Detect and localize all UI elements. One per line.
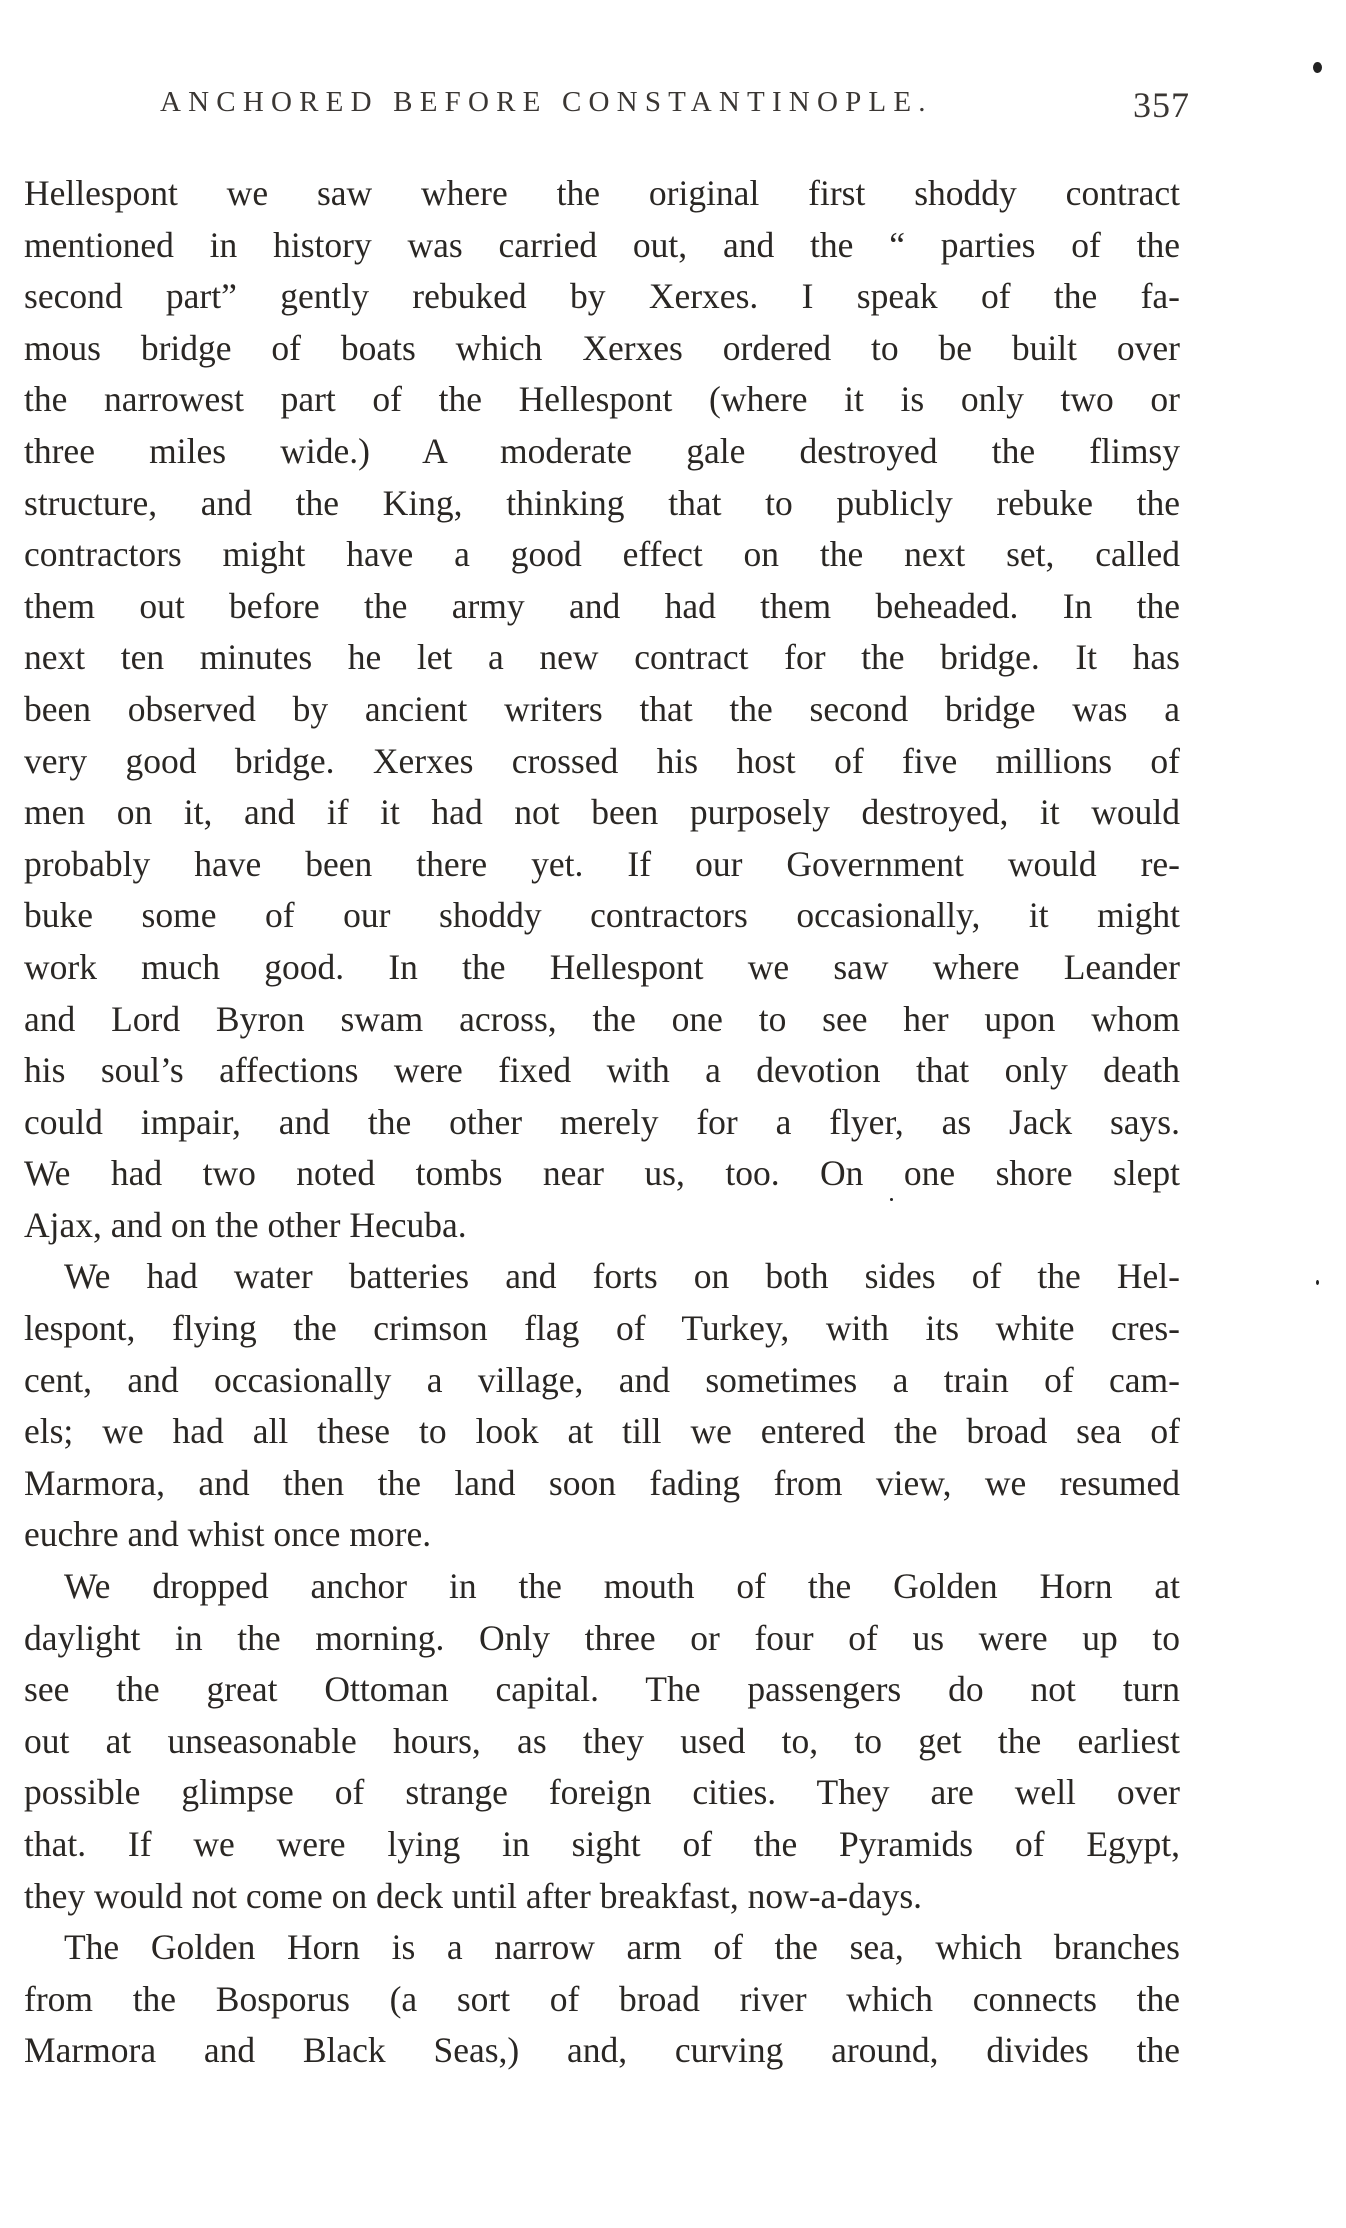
page-header	[160, 86, 1190, 130]
ink-speck	[1316, 1280, 1319, 1285]
text-line: next ten minutes he let a new contract for the bridge. It has	[24, 637, 1180, 678]
text-line: the narrowest part of the Hellespont (where it is only two or	[24, 379, 1180, 420]
paragraph-start-line: We had water batteries and forts on both sides of the Hel-	[64, 1256, 1180, 1297]
text-line: daylight in the morning. Only three or four of us were up to	[24, 1617, 1180, 1658]
text-line: contractors might have a good effect on the next set, called	[24, 534, 1180, 575]
text-line: mous bridge of boats which Xerxes ordered to be built over	[24, 327, 1180, 368]
paragraph-end-line: euchre and whist once more.	[24, 1514, 432, 1555]
text-line: buke some of our shoddy contractors occasionally, it might	[24, 895, 1180, 936]
paragraph-start-line: We dropped anchor in the mouth of the Golden Horn at	[64, 1566, 1180, 1607]
text-line: second part” gently rebuked by Xerxes. I speak of the fa-	[24, 276, 1180, 317]
body-text	[24, 168, 1180, 2077]
text-line: been observed by ancient writers that the second bridge was a	[24, 688, 1180, 729]
paragraph-start-line: The Golden Horn is a narrow arm of the sea, which branches	[64, 1927, 1180, 1968]
text-line: els; we had all these to look at till we entered the broad sea of	[24, 1411, 1180, 1452]
text-line: probably have been there yet. If our Government would re-	[24, 843, 1180, 884]
text-line: could impair, and the other merely for a flyer, as Jack says.	[24, 1101, 1180, 1142]
text-line: out at unseasonable hours, as they used to, to get the earliest	[24, 1720, 1180, 1761]
text-line: lespont, flying the crimson flag of Turkey, with its white cres-	[24, 1308, 1180, 1349]
text-line: very good bridge. Xerxes crossed his host of five millions of	[24, 740, 1180, 781]
paragraph-end-line: Ajax, and on the other Hecuba.	[24, 1204, 467, 1245]
text-line: structure, and the King, thinking that to publicly rebuke the	[24, 482, 1180, 523]
text-line: Hellespont we saw where the original first shoddy contract	[24, 173, 1180, 213]
text-line: men on it, and if it had not been purposely destroyed, it would	[24, 792, 1180, 833]
text-line: Marmora and Black Seas,) and, curving around, divides the	[24, 2030, 1180, 2071]
text-line: from the Bosporus (a sort of broad river which connects the	[24, 1978, 1180, 2019]
page-number: 357	[1133, 85, 1190, 125]
text-line: see the great Ottoman capital. The passengers do not turn	[24, 1669, 1180, 1710]
text-line: work much good. In the Hellespont we saw where Leander	[24, 946, 1180, 987]
ink-speck	[1313, 62, 1322, 73]
paragraph-end-line: they would not come on deck until after breakfast, now-a-days.	[24, 1875, 923, 1916]
text-line: cent, and occasionally a village, and sometimes a train of cam-	[24, 1359, 1180, 1400]
text-line: that. If we were lying in sight of the Pyramids of Egypt,	[24, 1824, 1180, 1864]
text-line: possible glimpse of strange foreign cities. They are well over	[24, 1772, 1180, 1813]
text-line: Marmora, and then the land soon fading from view, we resumed	[24, 1462, 1180, 1503]
text-line: his soul’s affections were fixed with a devotion that only death	[24, 1050, 1180, 1091]
text-line: We had two noted tombs near us, too. On one shore slept	[24, 1153, 1180, 1194]
text-line: them out before the army and had them beheaded. In the	[24, 585, 1180, 626]
text-line: three miles wide.) A moderate gale destroyed the flimsy	[24, 430, 1180, 471]
text-line: mentioned in history was carried out, and the “ parties of the	[24, 224, 1180, 265]
running-head: ANCHORED BEFORE CONSTANTINOPLE.	[160, 86, 933, 118]
text-line: and Lord Byron swam across, the one to see her upon whom	[24, 998, 1180, 1039]
